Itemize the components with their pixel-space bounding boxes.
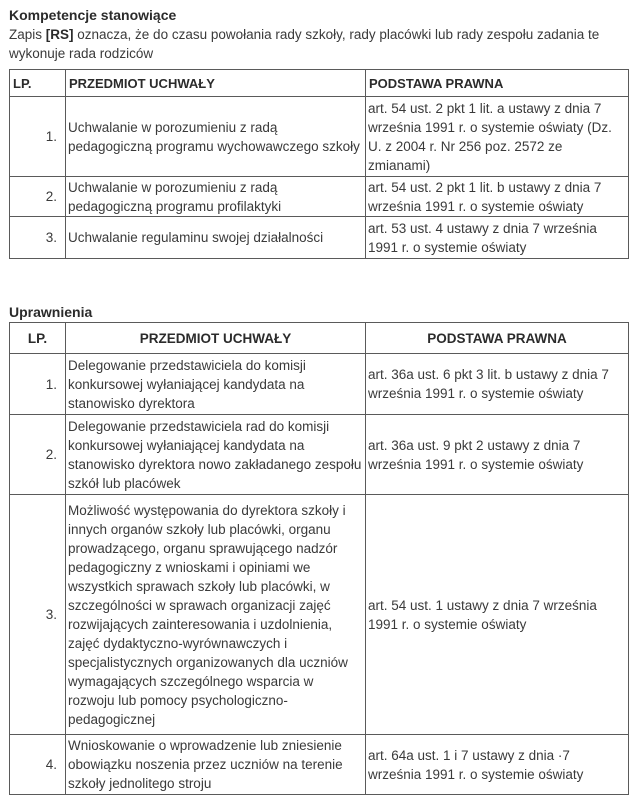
row-basis: art. 54 ust. 2 pkt 1 lit. b ustawy z dnia 7 września 1991 r. o systemie oświaty — [366, 177, 629, 217]
row-subject: Uchwalanie regulaminu swojej działalności — [66, 217, 366, 259]
row-subject: Uchwalanie w porozumieniu z radą pedagogiczną programu profilaktyki — [66, 177, 366, 217]
row-basis: art. 36a ust. 6 pkt 3 lit. b ustawy z dnia 7 września 1991 r. o systemie oświaty — [366, 354, 629, 415]
row-subject: Możliwość występowania do dyrektora szkoły i innych organów szkoły lub placówki, organu prowadzącego, organu sprawującego nadzór pedagogiczny z wnioskami i opiniami we wszystkich sprawach szkoły lub placówki, w szczególności w sprawach organizacji zajęć rozwijających zainteresowania i uzdolnienia, zajęć dydaktyczno-wyrównawczych i specjalistycznych organizowanych dla uczniów wymagających szczególnego wsparcia w rozwoju lub pomocy psychologiczno-pedagogicznej — [66, 495, 366, 735]
row-basis: art. 36a ust. 9 pkt 2 ustawy z dnia 7 września 1991 r. o systemie oświaty — [366, 415, 629, 495]
row-number: 1. — [10, 97, 66, 177]
table-row — [10, 735, 629, 795]
intro-text-before: Zapis — [9, 27, 46, 42]
section-title-kompetencje: Kompetencje stanowiące — [9, 7, 177, 23]
table-kompetencje — [9, 69, 629, 259]
row-number: 2. — [10, 177, 66, 217]
table-row — [10, 354, 629, 415]
header-basis: PODSTAWA PRAWNA — [366, 323, 629, 354]
section-intro — [9, 25, 629, 63]
header-subject: PRZEDMIOT UCHWAŁY — [66, 70, 366, 97]
row-number: 2. — [10, 415, 66, 495]
row-basis: art. 53 ust. 4 ustawy z dnia 7 września 1991 r. o systemie oświaty — [366, 217, 629, 259]
header-subject: PRZEDMIOT UCHWAŁY — [66, 323, 366, 354]
row-number: 1. — [10, 354, 66, 415]
row-basis: art. 64a ust. 1 i 7 ustawy z dnia ·7 września 1991 r. o systemie oświaty — [366, 735, 629, 795]
document-page — [9, 6, 629, 795]
table-row — [10, 495, 629, 735]
row-basis: art. 54 ust. 2 pkt 1 lit. a ustawy z dnia 7 września 1991 r. o systemie oświaty (Dz. U. z 2004 r. Nr 256 poz. 2572 ze zmianami) — [366, 97, 629, 177]
section-spacer — [9, 259, 629, 303]
row-number: 3. — [10, 217, 66, 259]
table-row — [10, 177, 629, 217]
intro-code: [RS] — [45, 27, 74, 42]
row-number: 4. — [10, 735, 66, 795]
header-basis: PODSTAWA PRAWNA — [366, 70, 629, 97]
table-row — [10, 97, 629, 177]
row-number: 3. — [10, 495, 66, 735]
intro-text-after: oznacza, że do czasu powołania rady szkoły, rady placówki lub rady zespołu zadania te wykonuje rada rodziców — [9, 27, 600, 61]
table-row — [10, 415, 629, 495]
table-row — [10, 217, 629, 259]
row-subject: Uchwalanie w porozumieniu z radą pedagogiczną programu wychowawczego szkoły — [66, 97, 366, 177]
row-subject: Wnioskowanie o wprowadzenie lub zniesienie obowiązku noszenia przez uczniów na terenie szkoły jednolitego stroju — [66, 735, 366, 795]
header-lp: LP. — [10, 70, 66, 97]
table-header-row — [10, 70, 629, 97]
row-subject: Delegowanie przedstawiciela do komisji konkursowej wyłaniającej kandydata na stanowisko dyrektora — [66, 354, 366, 415]
row-basis: art. 54 ust. 1 ustawy z dnia 7 września 1991 r. o systemie oświaty — [366, 495, 629, 735]
table-uprawnienia — [9, 322, 629, 795]
row-subject: Delegowanie przedstawiciela rad do komisji konkursowej wyłaniającej kandydata na stanowisko dyrektora nowo zakładanego zespołu szkół lub placówek — [66, 415, 366, 495]
header-lp: LP. — [10, 323, 66, 354]
section-title-uprawnienia: Uprawnienia — [9, 304, 93, 320]
table-header-row — [10, 323, 629, 354]
